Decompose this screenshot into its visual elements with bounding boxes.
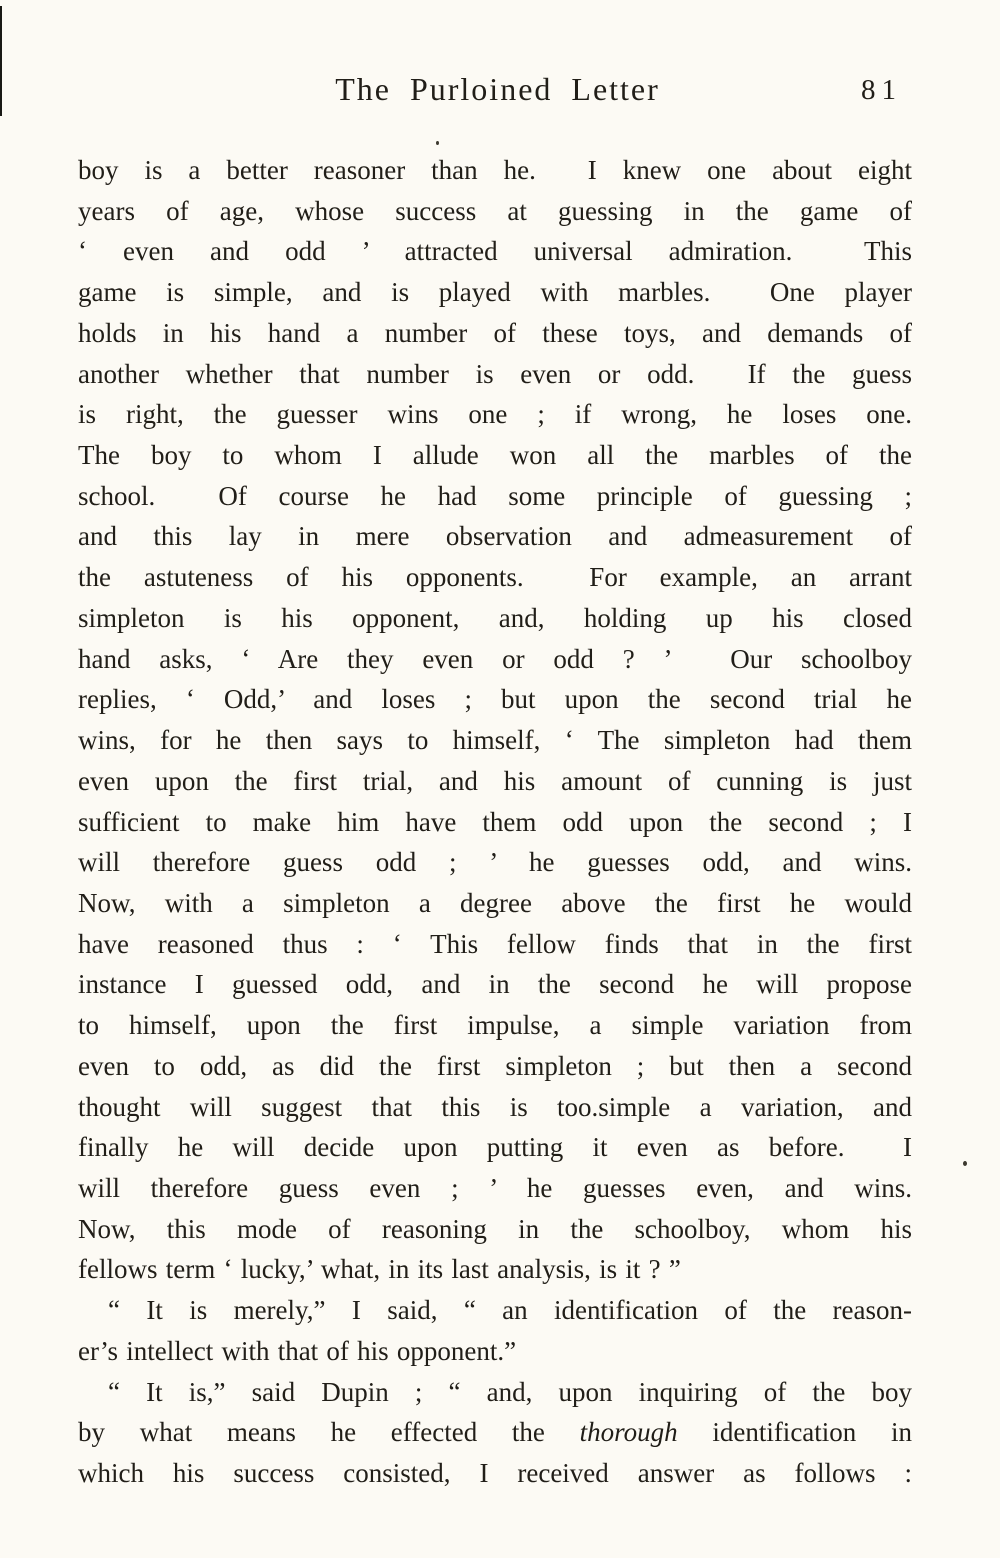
text-line — [78, 435, 912, 476]
text-line — [78, 1453, 912, 1494]
text-line — [78, 761, 912, 802]
text-run: instance I guessed odd, and in the second he will propose — [78, 969, 912, 1000]
text-line — [78, 1412, 912, 1453]
text-run: Now, with a simpleton a degree above the first he would — [78, 887, 912, 918]
text-line — [78, 150, 912, 191]
page-number: 81 — [861, 74, 902, 106]
text-line — [78, 191, 912, 232]
text-line — [78, 1168, 912, 1209]
paragraph — [78, 150, 912, 1290]
text-line — [78, 1331, 912, 1372]
text-run: will therefore guess even ; ’ he guesses even, and wins. — [78, 1172, 912, 1203]
text-line — [78, 354, 912, 395]
text-run: er’s intellect with that of his opponent.” — [78, 1335, 517, 1366]
text-run: Now, this mode of reasoning in the schoolboy, whom his — [78, 1213, 912, 1244]
text-run: thought will suggest that this is too.simple a variation, and — [78, 1091, 912, 1122]
text-line — [78, 1005, 912, 1046]
text-run: is right, the guesser wins one ; if wrong, he loses one. — [78, 399, 912, 430]
text-run: hand asks, ‘ Are they even or odd ? ’ Our schoolboy — [78, 643, 912, 674]
text-line — [78, 883, 912, 924]
text-line — [78, 1087, 912, 1128]
text-line — [78, 476, 912, 517]
text-run: even to odd, as did the first simpleton ; but then a second — [78, 1050, 912, 1081]
text-run: which his success consisted, I received answer as follows : — [78, 1458, 912, 1488]
text-run: the astuteness of his opponents. For example, an arrant — [78, 562, 912, 593]
text-line — [78, 1209, 912, 1250]
text-line — [78, 1249, 912, 1290]
text-run: another whether that number is even or odd. If the guess — [78, 358, 912, 389]
text-run: will therefore guess odd ; ’ he guesses odd, and wins. — [78, 847, 912, 878]
text-line — [78, 394, 912, 435]
text-run: identification in — [677, 1417, 912, 1448]
text-run: “ It is merely,” I said, “ an identification of the reason- — [108, 1295, 912, 1326]
paragraph — [78, 1372, 912, 1494]
text-run: years of age, whose success at guessing in the game of — [78, 195, 912, 226]
text-line — [78, 516, 912, 557]
text-run: and this lay in mere observation and admeasurement of — [78, 521, 912, 552]
text-line — [78, 842, 912, 883]
text-run: fellows term ‘ lucky,’ what, in its last analysis, is it ? ” — [78, 1254, 681, 1285]
text-run: ‘ even and odd ’ attracted universal admiration. This — [78, 236, 912, 267]
text-run: wins, for he then says to himself, ‘ The simpleton had them — [78, 725, 912, 756]
text-run: The boy to whom I allude won all the marbles of the — [78, 440, 912, 471]
text-line — [78, 964, 912, 1005]
text-line — [78, 231, 912, 272]
text-line — [78, 1046, 912, 1087]
text-line — [78, 313, 912, 354]
text-run: game is simple, and is played with marbles. One player — [78, 277, 912, 308]
page-header — [83, 70, 912, 120]
text-run: even upon the first trial, and his amount of cunning is just — [78, 765, 912, 796]
scan-edge-mark — [0, 6, 2, 116]
text-run: to himself, upon the first impulse, a simple variation from — [78, 1010, 912, 1041]
text-line — [78, 639, 912, 680]
page-title: The Purloined Letter — [335, 71, 660, 107]
text-block — [78, 150, 912, 1494]
text-run: sufficient to make him have them odd upon the second ; I — [78, 806, 912, 837]
text-line — [78, 802, 912, 843]
text-run: finally he will decide upon putting it even as before. I — [78, 1132, 912, 1163]
text-line — [78, 1127, 912, 1168]
paragraph — [78, 1290, 912, 1371]
text-line — [78, 598, 912, 639]
text-line — [78, 1290, 912, 1331]
text-run: school. Of course he had some principle of guessing ; — [78, 480, 912, 511]
ink-speck — [436, 141, 439, 145]
text-run: simpleton is his opponent, and, holding up his closed — [78, 602, 912, 633]
text-line — [78, 1372, 912, 1413]
text-line — [78, 924, 912, 965]
text-line — [78, 679, 912, 720]
text-run: holds in his hand a number of these toys, and demands of — [78, 317, 912, 348]
italic-text-run: thorough — [579, 1417, 678, 1448]
text-line — [78, 272, 912, 313]
text-line — [78, 557, 912, 598]
text-run: replies, ‘ Odd,’ and loses ; but upon the second trial he — [78, 684, 912, 715]
text-run: “ It is,” said Dupin ; “ and, upon inquiring of the boy — [108, 1376, 912, 1407]
text-line — [78, 720, 912, 761]
ink-speck — [963, 1161, 967, 1166]
text-run: boy is a better reasoner than he. I knew one about eight — [78, 155, 912, 185]
text-run: have reasoned thus : ‘ This fellow finds that in the first — [78, 928, 912, 959]
text-run: by what means he effected the — [78, 1417, 580, 1448]
